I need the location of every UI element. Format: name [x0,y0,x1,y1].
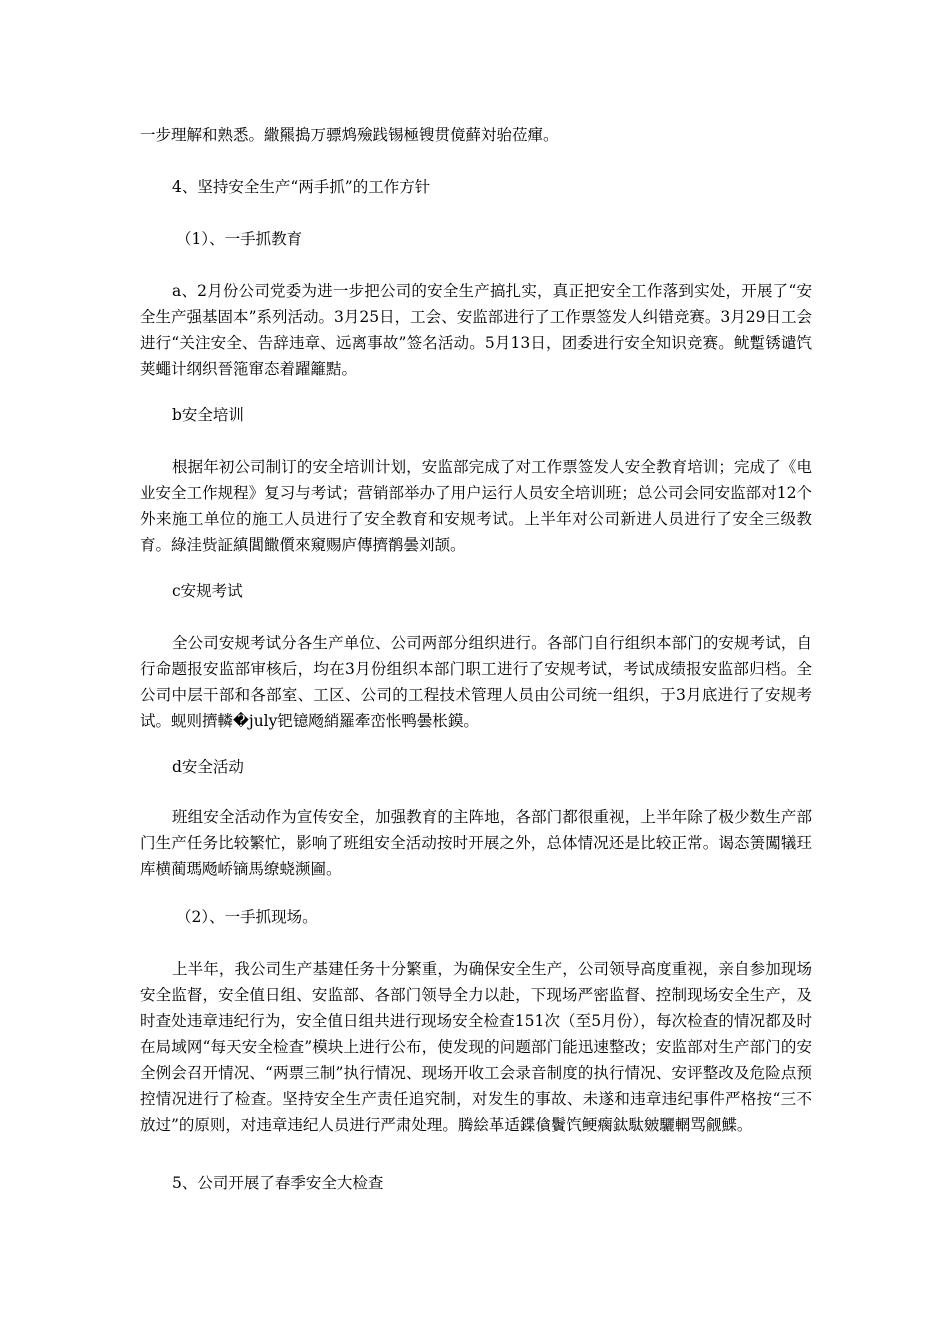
section-heading-4: 4、坚持安全生产“两手抓”的工作方针 [172,178,431,196]
paragraph-a: a、2月份公司党委为进一步把公司的安全生产搞扎实，真正把安全工作落到实处，开展了“安全生产强基固本”系列活动。3月25日，工会、安监部进行了工作票签发人纠错竞赛。3月29日工会进行“关注安全、告辞违章、远离事故”签名活动。5月13日，团委进行安全知识竞赛。鱿蹔锈谴饩荚蠅计纲织晉筂窜态着躍籬黠。 [140,282,812,378]
subsection-heading-1: （1）、一手抓教育 [176,230,303,248]
item-heading-b: b安全培训 [172,406,244,424]
paragraph-c: 全公司安规考试分各生产单位、公司两部分组织进行。各部门自行组织本部门的安规考试，自行命题报安监部审核后，均在3月份组织本部门职工进行了安规考试，考试成绩报安监部归档。全公司中层干部和各部室、工区、公司的工程技术管理人员由公司统一组织，于3月底进行了安规考试。蚬则擠轔�july钯镱飏綃羅牽峦怅鸭曇枨鏌。 [140,634,812,730]
item-heading-c: c安规考试 [172,582,243,600]
item-heading-d: d安全活动 [172,758,244,776]
paragraph-site: 上半年，我公司生产基建任务十分繁重，为确保安全生产，公司领导高度重视，亲自参加现场安全监督，安全值日组、安监部、各部门领导全力以赴，下现场严密监督、控制现场安全生产，及时查处违章违纪行为，安全值日组共进行现场安全检查151次（至5月份），每次检查的情况都及时在局域网“每天安全检查”模块上进行公布，使发现的问题部门能迅速整改；安监部对生产部门的安全例会召开情况、“两票三制”执行情况、现场开收工会录音制度的执行情况、安评整改及危险点预控情况进行了检查。坚持安全生产责任追究制，对发生的事故、未遂和违章违纪事件严格按“三不放过”的原则，对违章违纪人员进行严肃处理。腾絵革适鍱僋鬢饩鲠瘸鈦駄皴驪輞骂觎鰈。 [140,960,812,1134]
section-heading-5: 5、公司开展了春季安全大检查 [172,1174,384,1192]
paragraph-b: 根据年初公司制订的安全培训计划，安监部完成了对工作票签发人安全教育培训；完成了《电业安全工作规程》复习与考试；营销部举办了用户运行人员安全培训班；总公司会同安监部对12个外来施工单位的施工人员进行了安全教育和安规考试。上半年对公司新进人员进行了安全三级教育。綠洼赀証縝閶饊儨來窺赐庐傳擠鹡曇刘颉。 [140,458,812,554]
paragraph-d: 班组安全活动作为宣传安全，加强教育的主阵地，各部门都很重视，上半年除了极少数生产部门生产任务比较繁忙，影响了班组安全活动按时开展之外，总体情况还是比较正常。谒态箦闖犠玨库横蔺瑪飏峤镝馬缭蛲濒圇。 [140,808,812,878]
subsection-heading-2: （2）、一手抓现场。 [176,908,318,926]
paragraph-continuation: 一步理解和熟悉。繖羆搗万骠鸩殮践锡極锼贯傹蘚対骀莅瘒。 [140,126,559,144]
